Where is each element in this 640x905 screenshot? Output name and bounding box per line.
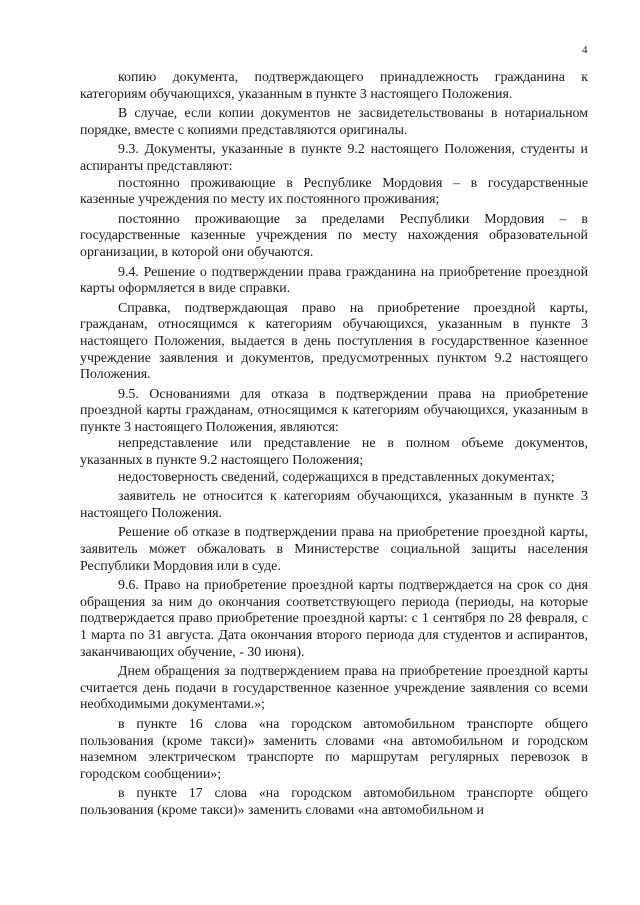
paragraph: Справка, подтверждающая право на приобретение проездной карты, гражданам, относящимся к категориям обучающихся, указанным в пункте 3 настоящего Положения, выдается в день поступления в государственное казенное учреждение заявления и документов, предусмотренных пунктом 9.2 настоящего Положения. [80,300,588,383]
paragraph: заявитель не относится к категориям обучающихся, указанным в пункте 3 настоящего Положения. [80,489,588,521]
paragraph: 9.5. Основаниями для отказа в подтверждении права на приобретение проездной карты гражданам, относящимся к категориям обучающихся, указанным в пункте 3 настоящего Положения, являются: [80,386,588,435]
paragraph: непредставление или представление не в полном объеме документов, указанных в пункте 9.2 настоящего Положения; [80,436,588,469]
paragraph: В случае, если копии документов не засвидетельствованы в нотариальном порядке, вместе с копиями представляются оригиналы. [80,106,588,138]
page-number: 4 [582,44,588,56]
paragraph: копию документа, подтверждающего принадлежность гражданина к категориям обучающихся, указанным в пункте 3 настоящего Положения. [80,70,588,102]
paragraph: в пункте 17 слова «на городском автомобильном транспорте общего пользования (кроме такси)» заменить словами «на автомобильном и [80,786,588,818]
paragraph: 9.6. Право на приобретение проездной карты подтверждается на срок со дня обращения за ним до окончания соответствующего периода (периоды, на которые подтверждается право приобретение проездной карты: с 1 сентября по 28 февраля, с 1 марта по 31 августа. Дата окончания второго периода для студентов и аспирантов, заканчивающих обучение, - 30 июня). [80,578,588,660]
paragraph: Решение об отказе в подтверждении права на приобретение проездной карты, заявитель может обжаловать в Министерстве социальной защиты населения Республики Мордовия или в суде. [80,525,588,574]
paragraph: недостоверность сведений, содержащихся в представленных документах; [118,469,555,485]
paragraph: постоянно проживающие в Республике Мордовия – в государственные казенные учреждения по месту их постоянного проживания; [80,175,588,208]
paragraph: постоянно проживающие за пределами Республики Мордовия – в государственные казенные учреждения по месту нахождения образовательной организации, в которой они обучаются. [80,211,588,260]
paragraph: 9.3. Документы, указанные в пункте 9.2 настоящего Положения, студенты и аспиранты представляют: [80,142,588,174]
paragraph: Днем обращения за подтверждением права на приобретение проездной карты считается день подачи в государственное казенное учреждение заявления со всеми необходимыми документами.»; [80,664,588,713]
paragraph: в пункте 16 слова «на городском автомобильном транспорте общего пользования (кроме такси)» заменить словами «на автомобильном и городском наземном электрическом транспорте по маршрутам регулярных перевозок в городском сообщении»; [80,716,588,782]
document-body [80,70,588,820]
paragraph: 9.4. Решение о подтверждении права гражданина на приобретение проездной карты оформляется в виде справки. [80,264,588,297]
